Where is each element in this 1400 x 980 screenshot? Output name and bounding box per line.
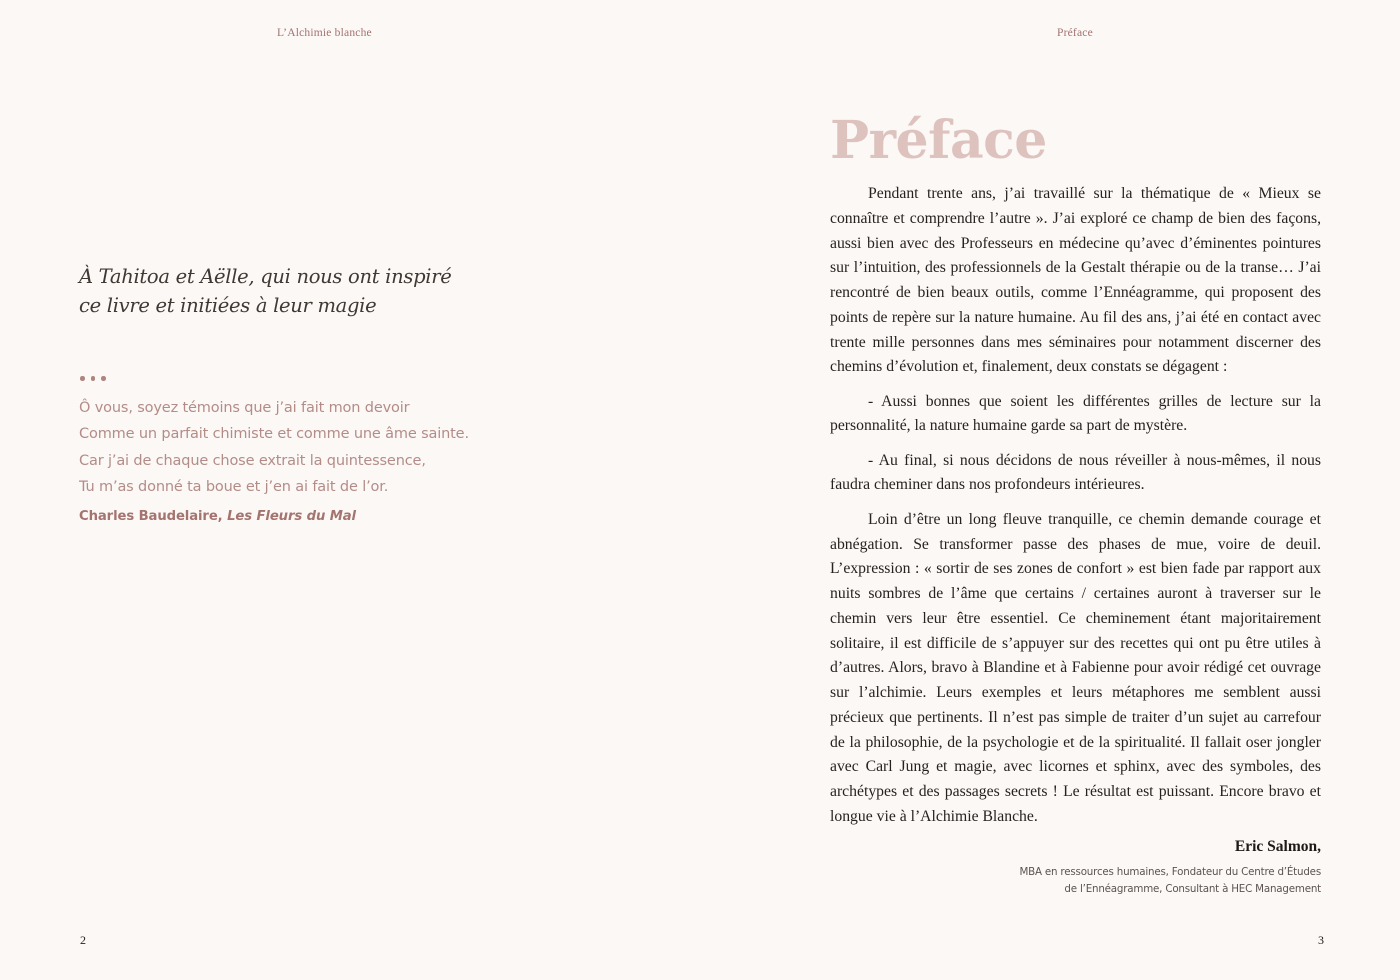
body-paragraph: Pendant trente ans, j’ai travaillé sur la thématique de « Mieux se connaître et comprendre l’autre ». J’ai exploré ce champ de bien des façons, aussi bien avec des Professeurs en médecine qu’avec d’éminentes pointures sur l’intuition, des professionnels de la Gestalt thérapie ou de la transe… J’ai rencontré de bien beaux outils, comme l’Ennéagramme, qui proposent des points de repère sur la nature humaine. Au fil des ans, j’ai été en contact avec trente mille personnes dans mes séminaires pour notamment discerner des chemins d’évolution et, finalement, deux constats se dégagent : (830, 185, 1321, 376)
body-paragraph: - Aussi bonnes que soient les différentes grilles de lecture sur la personnalité, la nature humaine garde sa part de mystère. (830, 392, 1321, 435)
credentials-line: de l’Ennéagramme, Consultant à HEC Management (1064, 882, 1321, 895)
poem-line: Car j’ai de chaque chose extrait la quintessence, (79, 452, 426, 469)
credentials-line: MBA en ressources humaines, Fondateur du Centre d’Études (1019, 866, 1321, 878)
right-page (700, 0, 1400, 980)
poem-line: Ô vous, soyez témoins que j’ai fait mon devoir (79, 400, 410, 416)
running-head-right: Préface (1057, 27, 1093, 39)
chapter-title: Préface (830, 110, 1047, 171)
body-paragraph: Loin d’être un long fleuve tranquille, ce chemin demande courage et abnégation. Se transformer passe des phases de mue, voire de deuil. L’expression : « sortir de ses zones de confort » est bien fade par rapport aux nuits sombres de l’âme que certains / certaines auront à traverser sur le chemin vers leur être essentiel. Ce cheminement étant majoritairement solitaire, il est difficile de s’appuyer sur des recettes qui ont pu être utiles à d’autres. Alors, bravo à Blandine et à Fabienne pour avoir rédigé cet ouvrage sur l’alchimie. Leurs exemples et leurs métaphores me semblent aussi précieux que pertinents. Il n’est pas simple de traiter d’un sujet au carrefour de la philosophie, de la psychologie et de la spiritualité. Il fallait oser jongler avec Carl Jung et magie, avec licornes et sphinx, avec des symboles, des archétypes et des passages secrets ! Le résultat est puissant. Encore bravo et longue vie à l’Alchimie Blanche. (830, 510, 1321, 825)
poem-line: Comme un parfait chimiste et comme une âme sainte. (79, 426, 469, 443)
poem-epigraph (79, 395, 539, 500)
ornament-dot (101, 376, 106, 381)
poem-author: Charles Baudelaire, (79, 509, 223, 524)
page-number-left: 2 (80, 933, 86, 947)
page-number-right: 3 (1318, 933, 1324, 947)
running-head-left: L’Alchimie blanche (277, 27, 372, 39)
ornament-dots (80, 376, 106, 381)
author-signature: Eric Salmon, (1234, 838, 1321, 855)
ornament-dot (91, 376, 96, 381)
poem-work-title: Les Fleurs du Mal (227, 509, 356, 524)
poem-line: Tu m’as donné ta boue et j’en ai fait de l’or. (79, 478, 389, 495)
dedication-line: ce livre et initiées à leur magie (79, 294, 377, 317)
body-paragraph: - Au final, si nous décidons de nous réveiller à nous-mêmes, il nous faudra cheminer dans nos profondeurs intérieures. (830, 451, 1321, 494)
dedication (79, 262, 499, 320)
poem-attribution (79, 509, 356, 524)
author-credentials (1019, 864, 1321, 897)
ornament-dot (80, 376, 85, 381)
dedication-line: À Tahitoa et Aëlle, qui nous ont inspiré (79, 265, 452, 288)
preface-body (830, 182, 1321, 839)
